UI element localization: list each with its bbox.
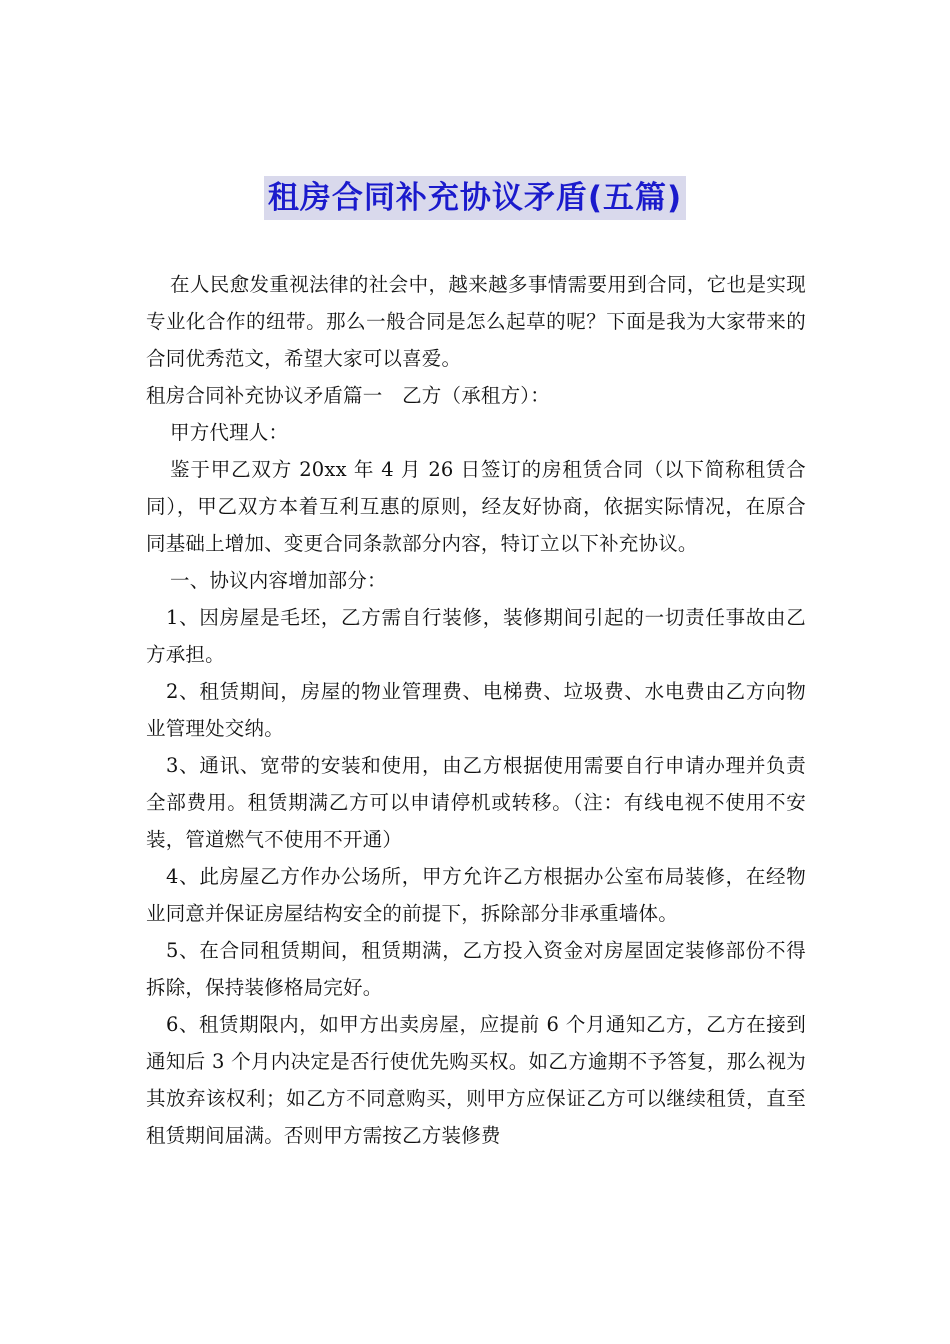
clause-item-1: 1、因房屋是毛坯，乙方需自行装修，装修期间引起的一切责任事故由乙方承担。	[146, 606, 806, 666]
clause-item-5: 5、在合同租赁期间，租赁期满，乙方投入资金对房屋固定装修部份不得拆除，保持装修格局完好。	[146, 939, 806, 999]
document-title: 租房合同补充协议矛盾(五篇)	[264, 176, 686, 220]
section-heading: 租房合同补充协议矛盾篇一 乙方（承租方）：	[146, 384, 550, 407]
clause-item-3: 3、通讯、宽带的安装和使用，由乙方根据使用需要自行申请办理并负责全部费用。租赁期满乙方可以申请停机或转移。（注：有线电视不使用不安装，管道燃气不使用不开通）	[146, 754, 806, 851]
agent-line: 甲方代理人：	[170, 421, 289, 444]
title-container	[0, 176, 950, 220]
preamble-paragraph: 鉴于甲乙双方 20xx 年 4 月 26 日签订的房租赁合同（以下简称租赁合同），甲乙双方本着互利互惠的原则，经友好协商，依据实际情况，在原合同基础上增加、变更合同条款部分内容，特订立以下补充协议。	[146, 458, 806, 555]
clause-item-6: 6、租赁期限内，如甲方出卖房屋，应提前 6 个月通知乙方，乙方在接到通知后 3 个月内决定是否行使优先购买权。如乙方逾期不予答复，那么视为其放弃该权利；如乙方不同意购买，则甲方应保证乙方可以继续租赁，直至租赁期间届满。否则甲方需按乙方装修费	[146, 1013, 806, 1147]
clause-item-4: 4、此房屋乙方作办公场所，甲方允许乙方根据办公室布局装修，在经物业同意并保证房屋结构安全的前提下，拆除部分非承重墙体。	[146, 865, 806, 925]
clause-heading: 一、协议内容增加部分：	[170, 569, 387, 592]
clause-item-2: 2、租赁期间，房屋的物业管理费、电梯费、垃圾费、水电费由乙方向物业管理处交纳。	[146, 680, 806, 740]
intro-paragraph: 在人民愈发重视法律的社会中，越来越多事情需要用到合同，它也是实现专业化合作的纽带。那么一般合同是怎么起草的呢？下面是我为大家带来的合同优秀范文，希望大家可以喜爱。	[146, 273, 806, 370]
document-body	[146, 266, 806, 1154]
